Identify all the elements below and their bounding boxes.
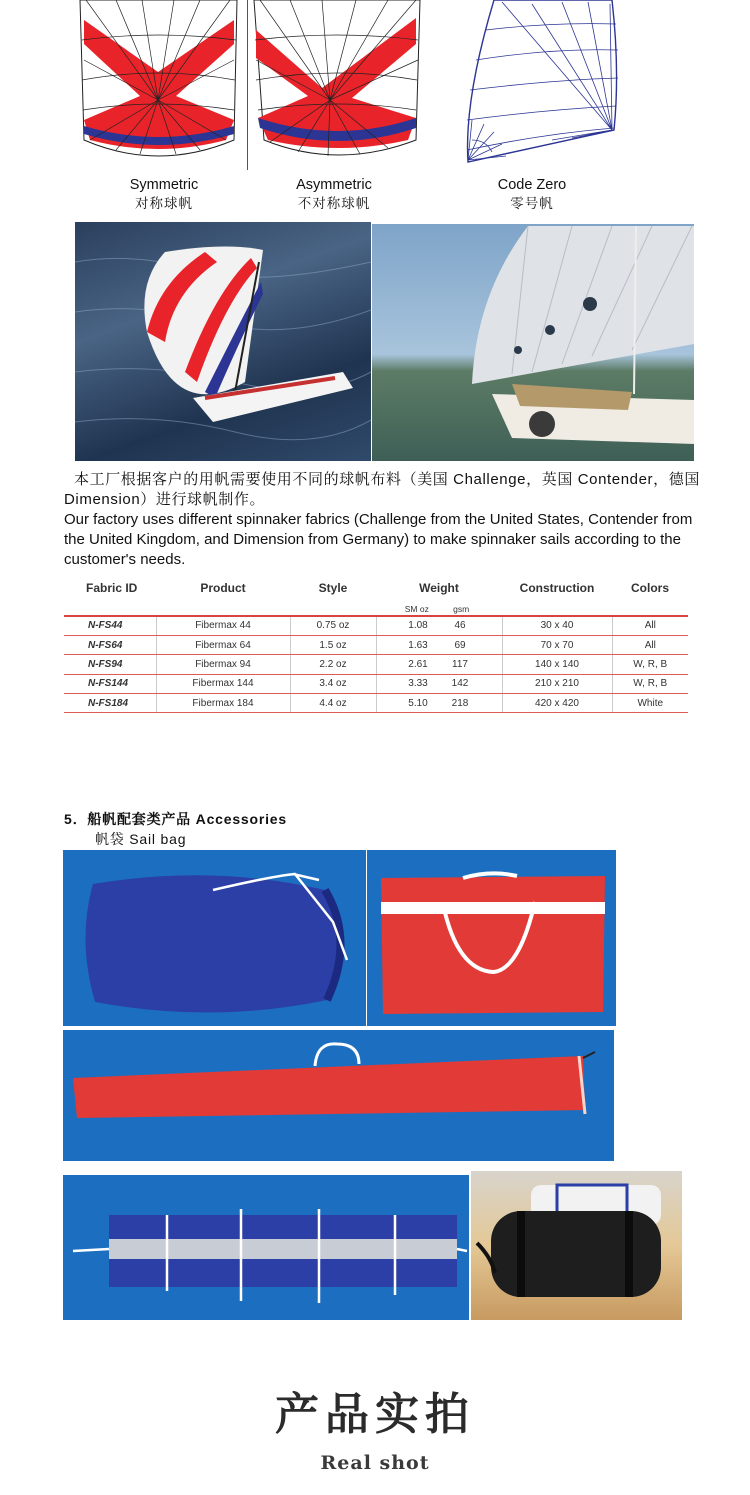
cell-weight [376, 674, 502, 693]
cell-product: Fibermax 184 [156, 694, 290, 713]
real-shot-title: 产品实拍 [275, 1389, 475, 1440]
cell-style: 1.5 oz [290, 635, 376, 654]
table-row [64, 616, 688, 635]
cell-construction: 420 x 420 [502, 694, 612, 713]
cell-fabric-id: N-FS94 [64, 655, 156, 674]
cell-construction: 140 x 140 [502, 655, 612, 674]
code-zero-sailing-photo [372, 224, 694, 461]
cell-product: Fibermax 94 [156, 655, 290, 674]
code-zero-sail-diagram [462, 0, 622, 166]
sail-type-cn: 不对称球帆 [297, 196, 371, 212]
blue-drawstring-bag-photo [63, 850, 366, 1026]
cell-fabric-id: N-FS44 [64, 616, 156, 635]
cell-smoz: 1.63 [408, 639, 428, 651]
header-fabric-id: Fabric ID [86, 581, 138, 595]
cell-colors: W, R, B [612, 655, 688, 674]
cell-colors: All [612, 616, 688, 635]
cell-gsm: 46 [454, 620, 466, 632]
header-style: Style [318, 581, 348, 595]
sail-type-cn: 对称球帆 [135, 196, 193, 212]
cell-weight [376, 694, 502, 713]
red-duffel-bag-photo [367, 850, 616, 1026]
cell-gsm: 218 [451, 697, 469, 709]
sail-type-en: Symmetric [129, 177, 199, 193]
sail-type-en: Asymmetric [296, 177, 372, 193]
cell-style: 3.4 oz [290, 674, 376, 693]
cell-smoz: 1.08 [408, 620, 428, 632]
cell-construction: 30 x 40 [502, 616, 612, 635]
sail-type-code-zero [452, 176, 612, 214]
table-row [64, 655, 688, 674]
spinnaker-sailing-photo [75, 222, 371, 461]
sail-bag-subtitle: 帆袋 Sail bag [95, 831, 187, 847]
cell-fabric-id: N-FS64 [64, 635, 156, 654]
cell-gsm: 142 [451, 678, 469, 690]
cell-product: Fibermax 144 [156, 674, 290, 693]
symmetric-sail-diagram [76, 0, 241, 172]
real-shot-subtitle: Real shot [320, 1452, 430, 1474]
cell-gsm: 117 [452, 658, 468, 670]
asymmetric-sail-diagram [252, 0, 422, 170]
cell-product: Fibermax 44 [156, 616, 290, 635]
long-red-sail-bag-photo [63, 1030, 614, 1161]
table-header-row [64, 574, 688, 602]
cell-smoz: 2.61 [408, 658, 428, 670]
weight-units [376, 602, 502, 616]
description-en: Our factory uses different spinnaker fabrics (Challenge from the United States, Contender from the United Kingdom, and Dimension from Germany) to make spinnaker sails according to the customer's needs. [64, 511, 693, 568]
cell-style: 2.2 oz [290, 655, 376, 674]
fabric-table [64, 574, 688, 713]
accessories-title: 5．船帆配套类产品 Accessories [64, 811, 287, 827]
header-construction: Construction [519, 581, 595, 595]
cell-colors: White [612, 694, 688, 713]
cell-construction: 210 x 210 [502, 674, 612, 693]
cell-colors: All [612, 635, 688, 654]
cell-product: Fibermax 64 [156, 635, 290, 654]
unit-gsm: gsm [453, 603, 470, 614]
sail-type-asymmetric [254, 176, 414, 214]
cell-colors: W, R, B [612, 674, 688, 693]
diagram-divider [247, 0, 248, 170]
table-row [64, 694, 688, 713]
table-row [64, 674, 688, 693]
cell-smoz: 3.33 [408, 678, 428, 690]
cell-gsm: 69 [454, 639, 466, 651]
cell-smoz: 5.10 [408, 697, 428, 709]
unit-smoz: SM oz [404, 603, 429, 614]
cell-construction: 70 x 70 [502, 635, 612, 654]
cell-style: 4.4 oz [290, 694, 376, 713]
header-product: Product [200, 581, 246, 595]
header-weight: Weight [419, 581, 459, 595]
cell-weight [376, 616, 502, 635]
cell-fabric-id: N-FS184 [64, 694, 156, 713]
cell-fabric-id: N-FS144 [64, 674, 156, 693]
table-subheader-row [64, 602, 688, 616]
header-colors: Colors [630, 581, 669, 595]
sail-type-en: Code Zero [497, 177, 567, 193]
black-sail-bag-photo [471, 1171, 682, 1320]
description-cn: 本工厂根据客户的用帆需要使用不同的球帆布料（美国 Challenge，英国 Contender，德国 Dimension）进行球帆制作。 [64, 471, 700, 508]
sail-type-symmetric [84, 176, 244, 214]
blue-striped-sail-bag-photo [63, 1175, 469, 1320]
table-row [64, 635, 688, 654]
cell-weight [376, 655, 502, 674]
cell-style: 0.75 oz [290, 616, 376, 635]
sail-type-cn: 零号帆 [510, 196, 554, 212]
cell-weight [376, 635, 502, 654]
